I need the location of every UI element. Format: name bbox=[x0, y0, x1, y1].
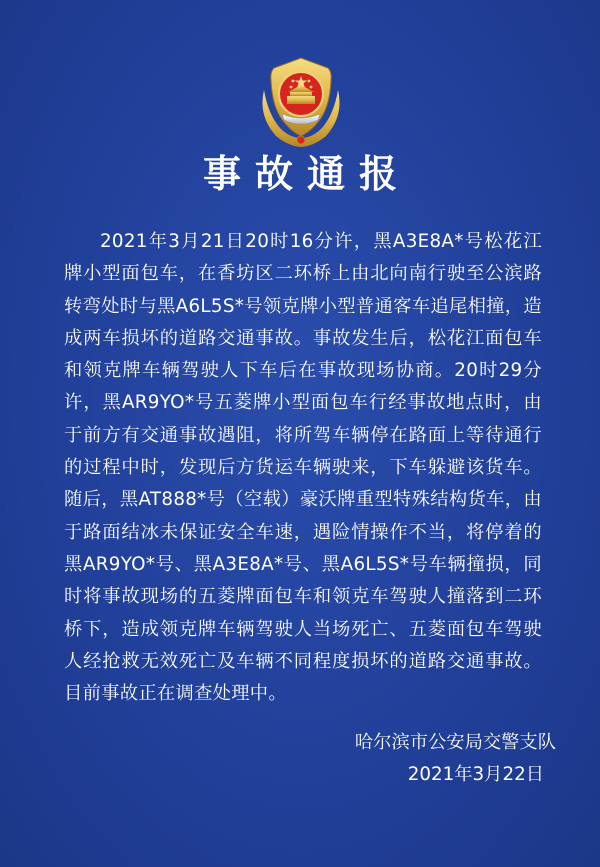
issue-date: 2021年3月22日 bbox=[407, 764, 544, 785]
police-emblem-icon bbox=[254, 50, 348, 150]
signature-block bbox=[0, 727, 556, 791]
notice-title: 事故通报 bbox=[202, 151, 411, 196]
notice-body: 2021年3月21日20时16分许，黑A3E8A*号松花江牌小型面包车，在香坊区二环桥上由北向南行驶至公滨路转弯处时与黑A6L5S*号领克牌小型普通客车追尾相撞，造成两车损坏的道路交通事故。事故发生后，松花江面包车和领克牌车辆驾驶人下车后在事故现场协商。20时29分许，黑AR9YO*号五菱牌小型面包车行经事故地点时，由于前方有交通事故遇阻，将所驾车辆停在路面上等待通行的过程中时，发现后方货运车辆驶来，下车躲避该货车。随后，黑AT888*号（空载）豪沃牌重型特殊结构货车，由于路面结冰未保证安全车速，遇险情操作不当，将停着的黑AR9YO*号、黑A3E8A*号、黑A6L5S*号车辆撞损，同时将事故现场的五菱牌面包车和领克车驾驶人撞落到二环桥下，造成领克牌车辆驾驶人当场死亡、五菱面包车驾驶人经抢救无效死亡及车辆不同程度损坏的道路交通事故。目前事故正在调查处理中。 bbox=[64, 231, 542, 705]
issuer-name: 哈尔滨市公安局交警支队 bbox=[354, 732, 556, 753]
